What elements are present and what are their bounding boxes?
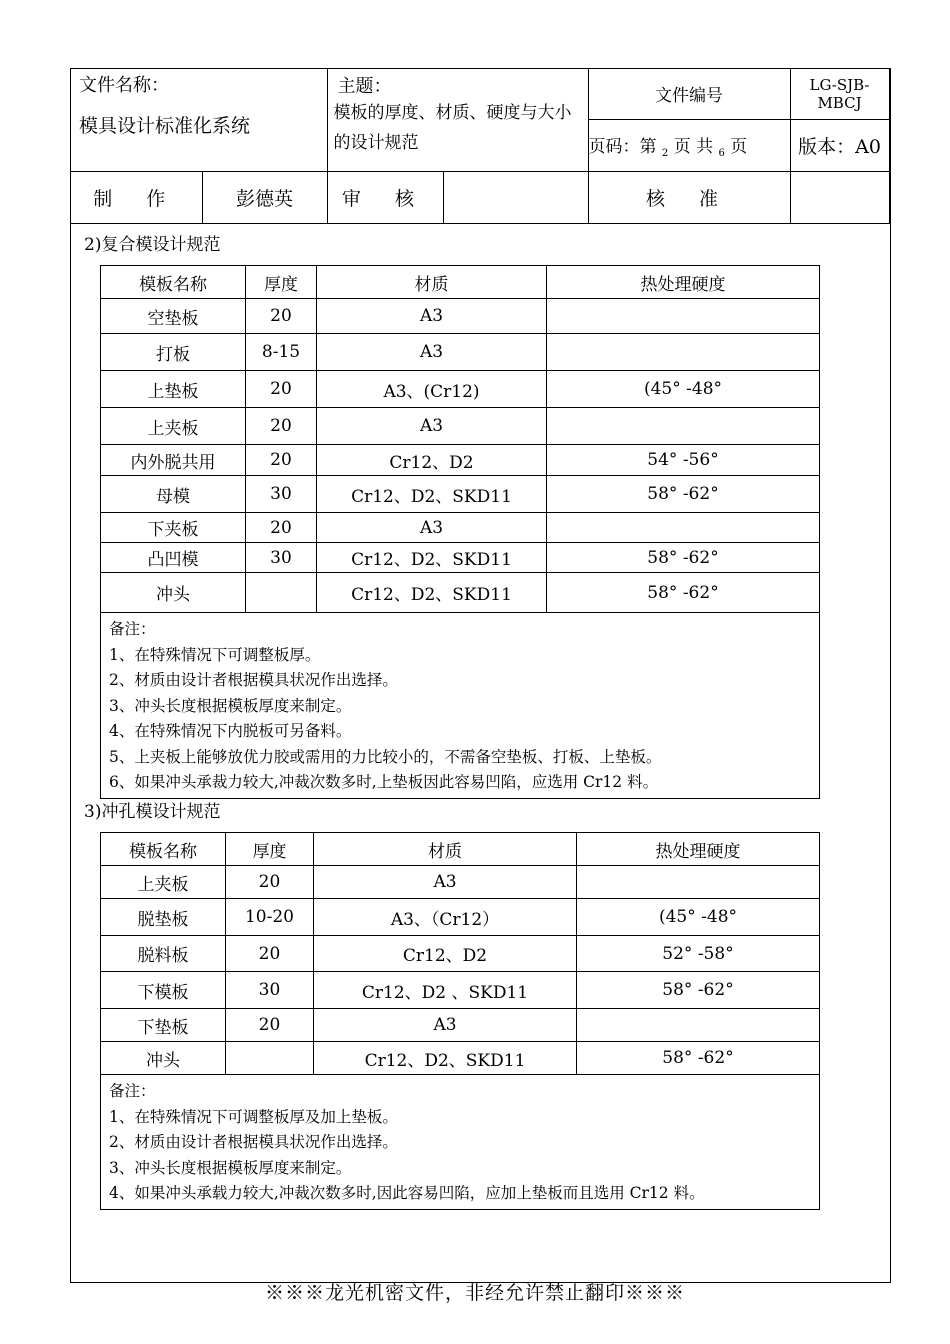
- column-header: 模板名称: [101, 833, 226, 866]
- document-header: [71, 69, 890, 224]
- table-cell: A3: [314, 866, 577, 899]
- table-cell: Cr12、D2 、SKD11: [314, 972, 577, 1009]
- table-row: [101, 573, 820, 613]
- table-row: [101, 445, 820, 476]
- table-row: [101, 513, 820, 543]
- file-no-value: LG-SJB-MBCJ: [790, 69, 889, 119]
- table-cell: Cr12、D2: [314, 936, 577, 972]
- notes-heading: 备注：: [109, 620, 156, 638]
- table-cell: (45° -48°: [547, 371, 820, 408]
- table-cell: [577, 866, 820, 899]
- table-cell: 冲头: [101, 573, 246, 613]
- table-cell: Cr12、D2、SKD11: [317, 476, 547, 513]
- table-cell: 20: [246, 371, 317, 408]
- notes-row: [101, 1075, 820, 1210]
- column-header: 厚度: [246, 266, 317, 299]
- note-line: 5、上夹板上能够放优力胶或需用的力比较小的，不需备空垫板、打板、上垫板。: [109, 747, 662, 766]
- table-cell: 58° -62°: [577, 1042, 820, 1075]
- table-cell: 10-20: [226, 899, 314, 936]
- column-header: 材质: [317, 266, 547, 299]
- section-title: 3)冲孔模设计规范: [84, 802, 221, 822]
- table-row: [101, 899, 820, 936]
- table-cell: 54° -56°: [547, 445, 820, 476]
- notes-cell: [101, 1075, 820, 1210]
- table-row: [101, 408, 820, 445]
- page-info: 页码：第 $_2$ 页 共 $_6$ 页: [588, 119, 790, 171]
- table-cell: [547, 299, 820, 334]
- table-cell: 上夹板: [101, 408, 246, 445]
- column-header: 热处理硬度: [547, 266, 820, 299]
- table-cell: 凸凹模: [101, 543, 246, 573]
- table-cell: 20: [246, 445, 317, 476]
- table-cell: 52° -58°: [577, 936, 820, 972]
- table-cell: A3: [317, 334, 547, 371]
- section-title: 2)复合模设计规范: [84, 235, 221, 255]
- table-header-row: [101, 266, 820, 299]
- table-cell: A3、（Cr12）: [314, 899, 577, 936]
- table-cell: Cr12、D2、SKD11: [317, 543, 547, 573]
- table-cell: 8-15: [246, 334, 317, 371]
- table-cell: 30: [246, 476, 317, 513]
- note-line: 4、在特殊情况下内脱板可另备料。: [109, 722, 352, 740]
- topic-value: 模板的厚度、材质、硬度与大小的设计规范: [333, 103, 572, 153]
- table-row: [101, 543, 820, 573]
- table-cell: [246, 573, 317, 613]
- file-name-value: 模具设计标准化系统: [79, 115, 251, 137]
- notes-row: [101, 613, 820, 799]
- table-row: [101, 1009, 820, 1042]
- file-name-label: 文件名称：: [79, 75, 169, 96]
- table-row: [101, 866, 820, 899]
- table-cell: 20: [246, 299, 317, 334]
- notes-cell: [101, 613, 820, 799]
- review-by: [443, 171, 588, 223]
- column-header: 模板名称: [101, 266, 246, 299]
- note-line: 1、在特殊情况下可调整板厚。: [109, 645, 321, 664]
- topic-cell: [327, 69, 588, 171]
- table-cell: 下垫板: [101, 1009, 226, 1042]
- approve-by: [790, 171, 889, 223]
- approve-label: 核 准: [588, 171, 790, 223]
- note-line: 2、材质由设计者根据模具状况作出选择。: [109, 1133, 398, 1151]
- made-label: 制 作: [71, 171, 202, 223]
- table-cell: 下夹板: [101, 513, 246, 543]
- table-cell: 58° -62°: [547, 573, 820, 613]
- table-cell: 58° -62°: [547, 543, 820, 573]
- notes-heading: 备注：: [109, 1082, 156, 1100]
- table-cell: [226, 1042, 314, 1075]
- table-cell: [577, 1009, 820, 1042]
- table-cell: 上垫板: [101, 371, 246, 408]
- table-cell: [547, 513, 820, 543]
- table-cell: 冲头: [101, 1042, 226, 1075]
- table-row: [101, 1042, 820, 1075]
- table-row: [101, 299, 820, 334]
- table-cell: Cr12、D2、SKD11: [314, 1042, 577, 1075]
- table-cell: 20: [226, 936, 314, 972]
- file-no-label: 文件编号: [588, 69, 790, 119]
- punch-die-table: [100, 832, 820, 1210]
- table-cell: 打板: [101, 334, 246, 371]
- table-cell: 20: [226, 866, 314, 899]
- table-cell: Cr12、D2、SKD11: [317, 573, 547, 613]
- table-cell: A3: [317, 408, 547, 445]
- table-header-row: [101, 833, 820, 866]
- table-cell: 20: [226, 1009, 314, 1042]
- file-name-cell: [71, 69, 327, 171]
- column-header: 厚度: [226, 833, 314, 866]
- table-row: [101, 334, 820, 371]
- table-cell: 下模板: [101, 972, 226, 1009]
- table-cell: 脱料板: [101, 936, 226, 972]
- table-row: [101, 476, 820, 513]
- note-line: 2、材质由设计者根据模具状况作出选择。: [109, 671, 398, 689]
- table-cell: A3: [314, 1009, 577, 1042]
- note-line: 4、如果冲头承载力较大,冲裁次数多时,因此容易凹陷，应加上垫板而且选用 Cr12 料。: [109, 1184, 705, 1202]
- table-cell: 母模: [101, 476, 246, 513]
- page-total: 6: [718, 147, 725, 159]
- table-cell: 内外脱共用: [101, 445, 246, 476]
- column-header: 热处理硬度: [577, 833, 820, 866]
- note-line: 3、冲头长度根据模板厚度来制定。: [109, 696, 352, 715]
- table-cell: Cr12、D2: [317, 445, 547, 476]
- table-cell: 20: [246, 408, 317, 445]
- table-cell: 30: [246, 543, 317, 573]
- column-header: 材质: [314, 833, 577, 866]
- table-cell: 脱垫板: [101, 899, 226, 936]
- table-row: [101, 972, 820, 1009]
- table-row: [101, 936, 820, 972]
- note-line: 1、在特殊情况下可调整板厚及加上垫板。: [109, 1107, 398, 1126]
- note-line: 6、如果冲头承裁力较大,冲裁次数多时,上垫板因此容易凹陷，应选用 Cr12 料。: [109, 773, 659, 791]
- table-cell: A3: [317, 299, 547, 334]
- made-by: 彭德英: [202, 171, 327, 223]
- table-cell: 30: [226, 972, 314, 1009]
- composite-die-table: [100, 265, 820, 799]
- table-cell: 58° -62°: [577, 972, 820, 1009]
- table-cell: 58° -62°: [547, 476, 820, 513]
- note-line: 3、冲头长度根据模板厚度来制定。: [109, 1158, 352, 1177]
- table-cell: A3、(Cr12): [317, 371, 547, 408]
- table-cell: [547, 408, 820, 445]
- table-cell: 上夹板: [101, 866, 226, 899]
- confidential-footer: ※※※龙光机密文件，非经允许禁止翻印※※※: [264, 1282, 685, 1304]
- review-label: 审 核: [327, 171, 443, 223]
- version-value: 版本：A0: [790, 119, 889, 171]
- table-cell: [547, 334, 820, 371]
- table-cell: (45° -48°: [577, 899, 820, 936]
- table-cell: 空垫板: [101, 299, 246, 334]
- page-number: 2: [661, 147, 669, 159]
- topic-label: 主题：: [337, 76, 392, 97]
- table-row: [101, 371, 820, 408]
- table-cell: 20: [246, 513, 317, 543]
- table-cell: A3: [317, 513, 547, 543]
